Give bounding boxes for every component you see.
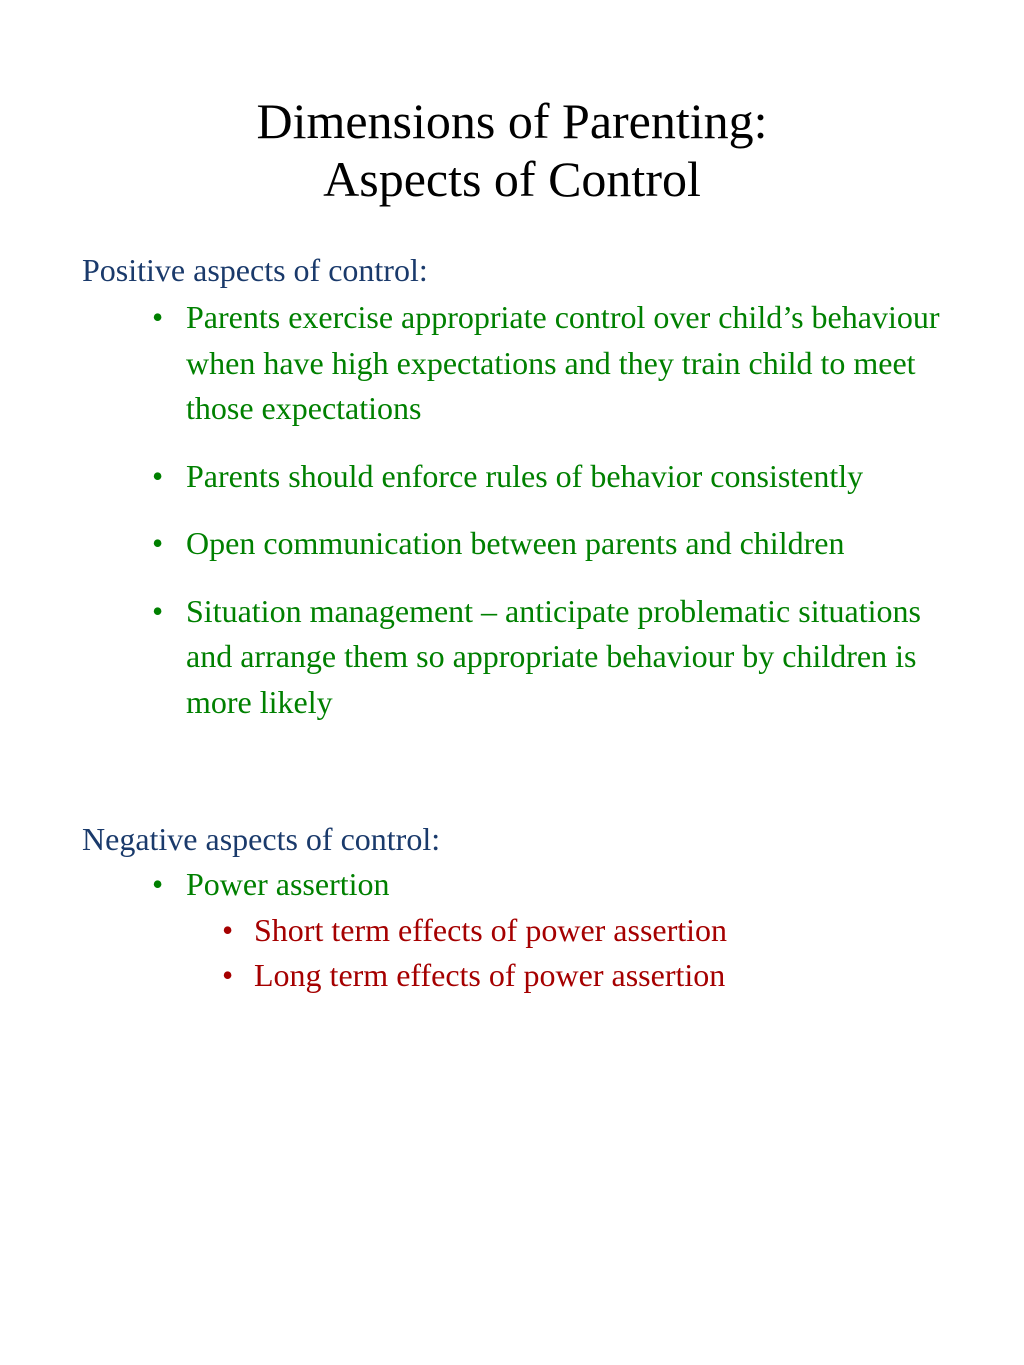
sub-list-item [0, 953, 994, 999]
list-item [0, 862, 986, 908]
bullet-icon: • [152, 299, 164, 335]
slide-title [0, 92, 1024, 208]
bullet-icon: • [152, 866, 164, 902]
list-item [0, 295, 986, 432]
sub-list-item-text: Long term effects of power assertion [254, 957, 726, 993]
bullet-icon: • [152, 457, 164, 494]
list-item-text: Open communication between parents and children [186, 525, 845, 561]
bullet-icon: • [152, 592, 164, 629]
list-item-text: Parents should enforce rules of behavior consistently [186, 457, 864, 494]
bullet-icon: • [222, 911, 234, 948]
title-line-1: Dimensions of Parenting: [256, 93, 768, 149]
title-line-2: Aspects of Control [323, 151, 701, 207]
list-item-text: Situation management – anticipate problematic situations and arrange them so appropriate behaviour by children is more likely [186, 592, 921, 720]
bullet-icon: • [222, 957, 234, 993]
list-item-text: Power assertion [186, 866, 390, 902]
list-item [0, 521, 986, 567]
bullet-icon: • [152, 525, 164, 561]
sub-list-item-text: Short term effects of power assertion [254, 911, 728, 948]
sub-list-item [0, 908, 994, 954]
list-item [0, 454, 986, 500]
list-item-text: Parents exercise appropriate control over child’s behaviour when have high expectations and they train child to meet those expectations [186, 299, 940, 426]
positive-heading: Positive aspects of control: [82, 252, 428, 288]
list-item [0, 589, 926, 726]
positive-bullet-list [0, 295, 986, 725]
negative-heading: Negative aspects of control: [82, 821, 441, 857]
negative-bullet-list [0, 862, 994, 999]
